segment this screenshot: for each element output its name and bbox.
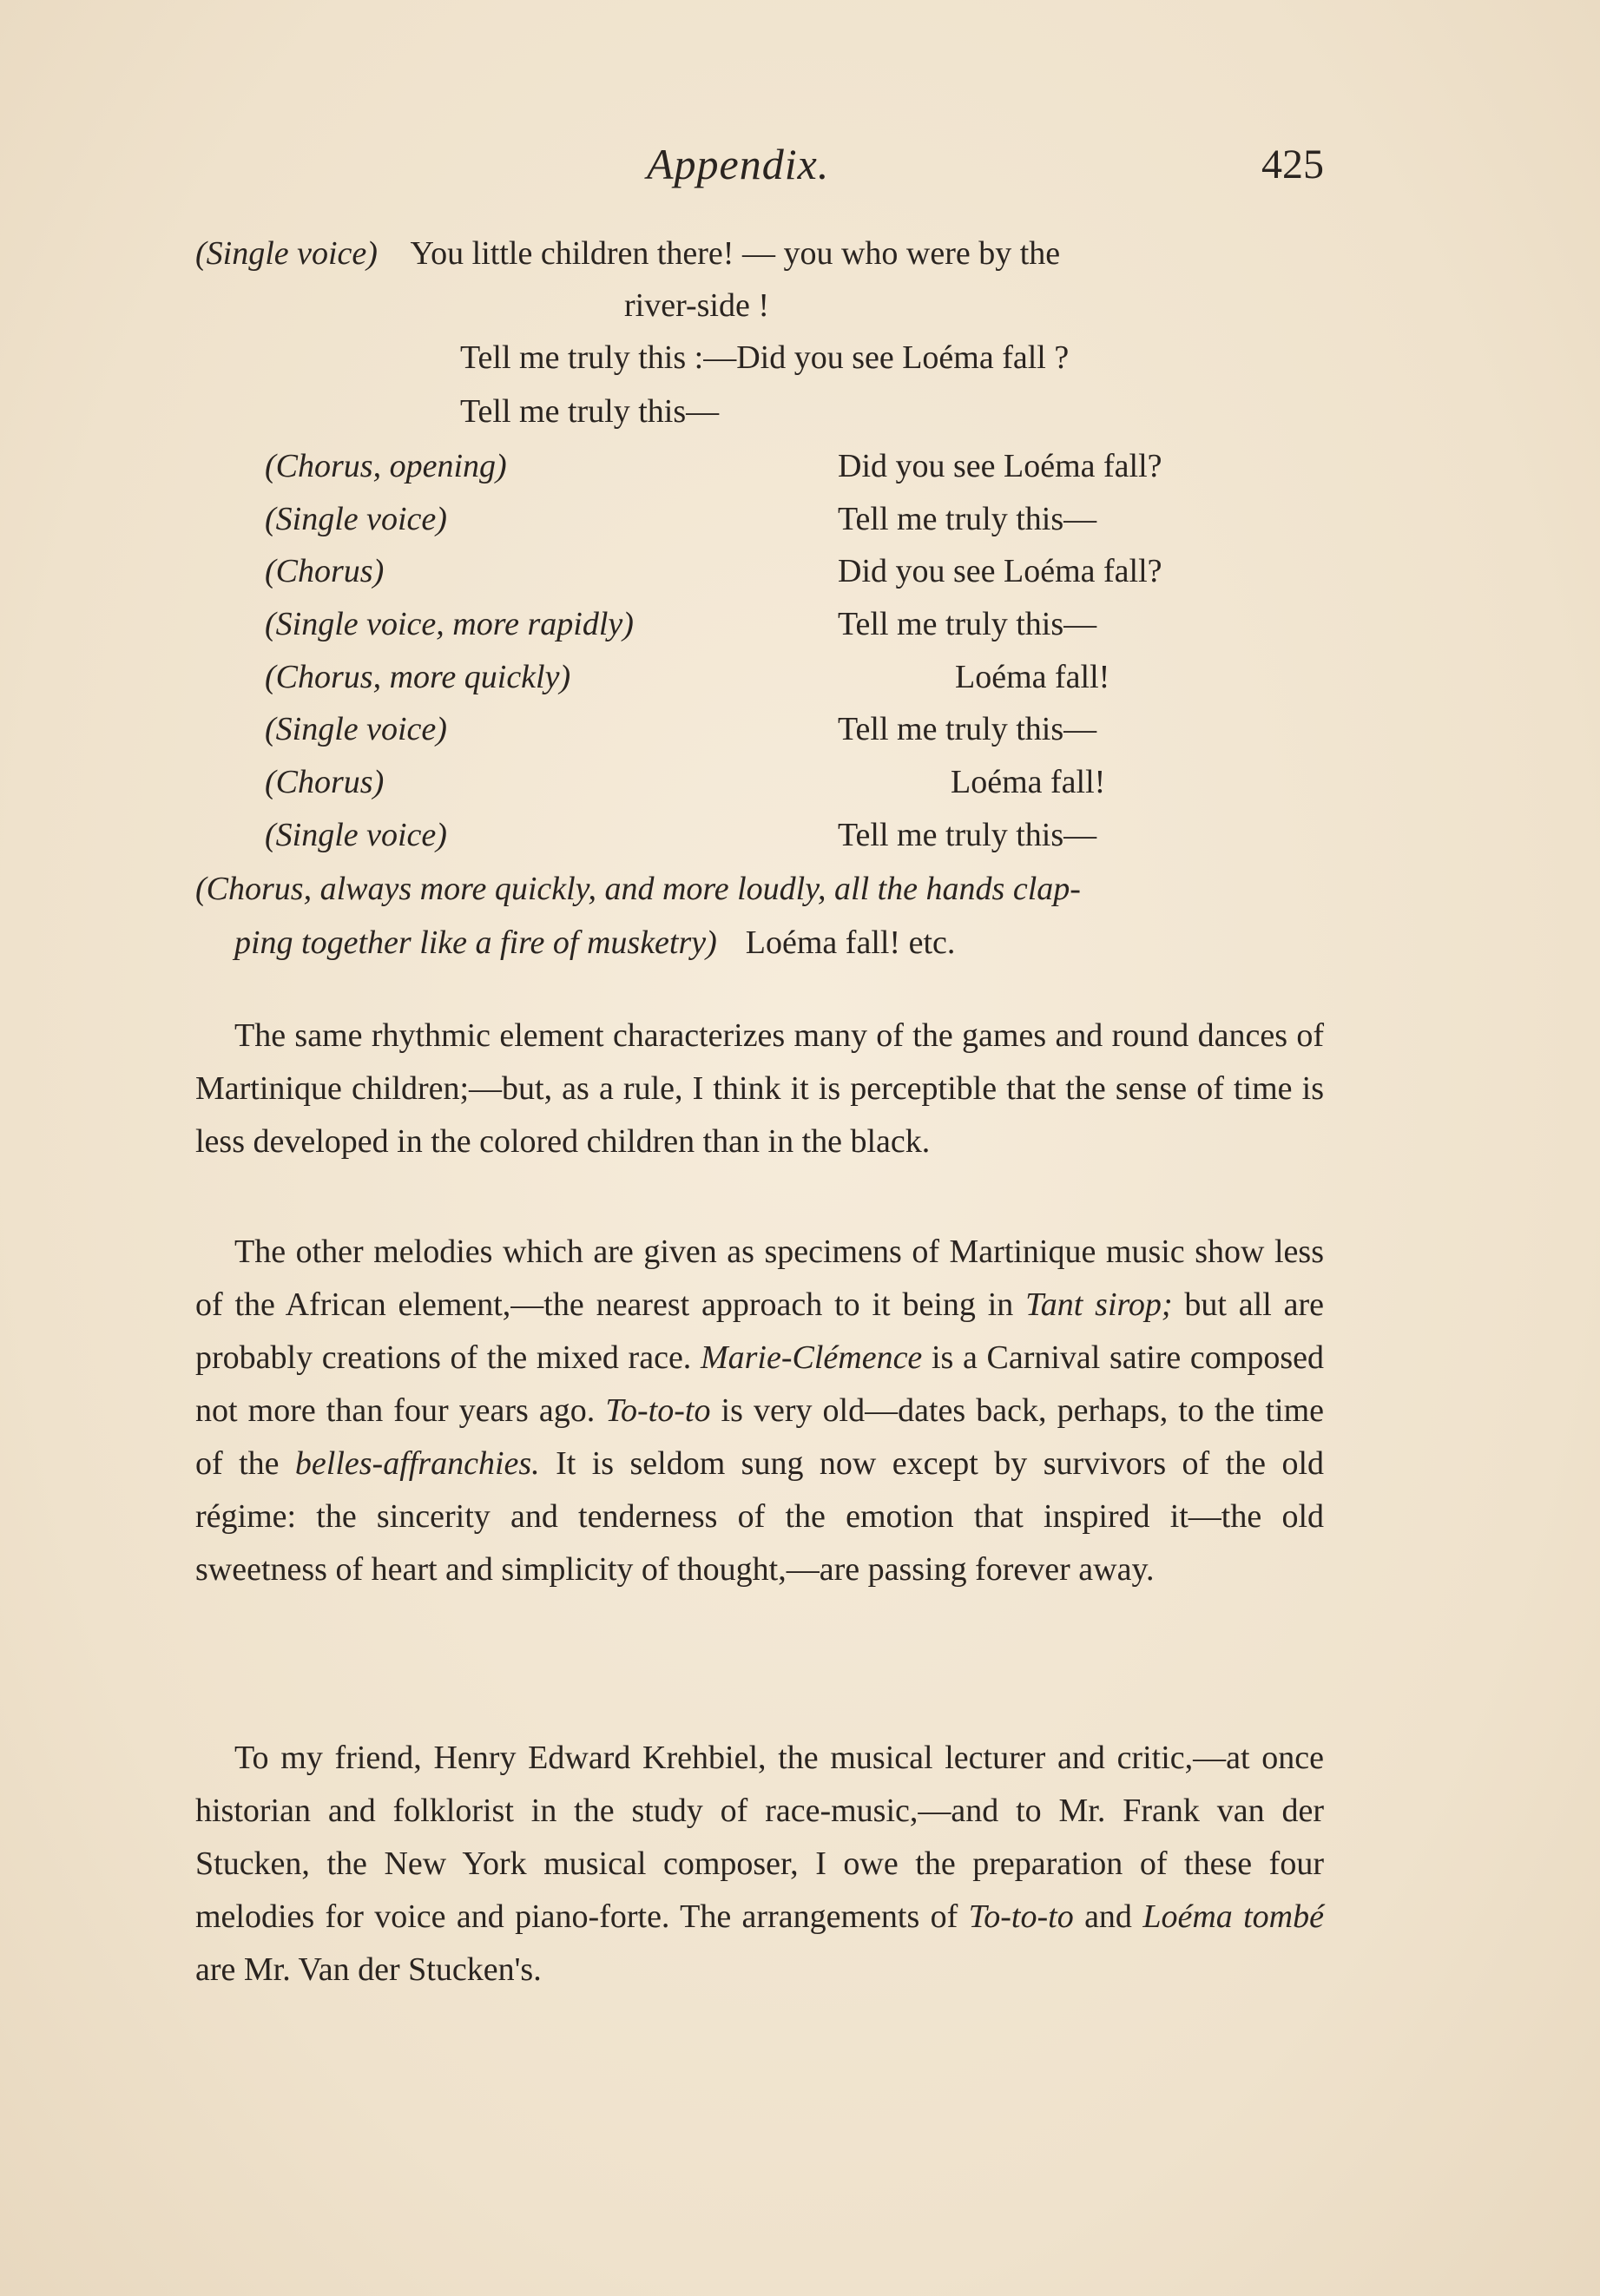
verse-final-text: Loéma fall! etc. [745, 924, 956, 961]
text-run: The other melodies which are given as specimens of Martinique music show less of the African element,—the nearest approach to it being in [195, 1234, 1324, 1323]
italic-title: To-to-to [605, 1392, 711, 1429]
text-run: is very old—dates back, perhaps, to the time of the [195, 1392, 1324, 1482]
paragraph-3 [195, 1732, 1324, 1997]
verse-cue: (Single voice) [195, 235, 378, 272]
italic-title: Loéma tombé [1142, 1898, 1324, 1935]
text-run: To my friend, Henry Edward Krehbiel, the musical lecturer and critic,—at once historian and folklorist in the study of race-music,—and to Mr. Frank van der Stucken, the New York musical composer, I owe the preparation of these four melodies for voice and piano-forte. The arrangements of [195, 1740, 1324, 1935]
verse-cue: (Single voice) [265, 817, 447, 853]
italic-title: Marie-Clémence [700, 1339, 923, 1376]
paragraph-2 [195, 1226, 1324, 1596]
text-run: is a Carnival satire composed not more than four years ago. [195, 1339, 1325, 1429]
verse-text: Tell me truly this— [838, 606, 1097, 642]
paragraph-text: The same rhythmic element characterizes many of the games and round dances of Martinique children;—but, as a rule, I think it is perceptible that the sense of time is less developed in the colored children than in the black. [195, 1017, 1324, 1160]
verse-text: You little children there! — you who were by the [410, 235, 1061, 272]
verse-intro-line-4: Tell me truly this— [460, 393, 720, 430]
running-head-title: Appendix. [647, 140, 830, 188]
verse-text: Loéma fall! [955, 659, 1110, 695]
text-run: and [1073, 1898, 1143, 1935]
page-number: 425 [1261, 141, 1324, 187]
verse-intro-line-2: river-side ! [624, 287, 769, 324]
verse-text: Tell me truly this— [838, 817, 1097, 853]
verse-cue: (Chorus) [265, 553, 385, 589]
verse-final-line-2 [234, 924, 955, 962]
verse-row [265, 763, 1324, 812]
italic-title: Tant sirop; [1025, 1286, 1173, 1323]
verse-intro-line-1 [195, 234, 1060, 273]
running-head [195, 139, 1324, 200]
verse-cue: (Chorus) [265, 764, 385, 800]
paragraph-text [195, 1226, 1324, 1596]
verse-cue: (Single voice) [265, 711, 447, 747]
verse-text: Did you see Loéma fall? [838, 448, 1162, 484]
verse-row [265, 500, 1324, 549]
verse-final-cue-line-1: (Chorus, always more quickly, and more loudly, all the hands clap- [195, 871, 1081, 907]
text-run: but all are probably creations of the mixed race. [195, 1286, 1324, 1376]
verse-row [265, 552, 1324, 601]
text-run: are Mr. Van der Stucken's. [195, 1951, 542, 1988]
verse-intro-line-3: Tell me truly this :—Did you see Loéma fall ? [460, 339, 1070, 376]
verse-final-cue-line-2: ping together like a fire of musketry) [234, 924, 717, 961]
verse-text: Tell me truly this— [838, 501, 1097, 537]
verse-cue: (Chorus, opening) [265, 448, 507, 484]
verse-cue: (Single voice, more rapidly) [265, 606, 634, 642]
verse-row [265, 710, 1324, 759]
verse-row [265, 605, 1324, 654]
italic-title: To-to-to [968, 1898, 1074, 1935]
verse-text: Loéma fall! [951, 764, 1106, 800]
verse-cue: (Single voice) [265, 501, 447, 537]
paragraph-text [195, 1732, 1324, 1997]
verse-text: Tell me truly this— [838, 711, 1097, 747]
verse-row [265, 816, 1324, 865]
italic-term: belles-affranchies. [294, 1445, 540, 1482]
text-run: It is seldom sung now except by survivors of the old régime: the sincerity and tenderness of the emotion that inspired it—the old sweetness of heart and simplicity of thought,—are passing forever away. [195, 1445, 1325, 1588]
verse-row [265, 447, 1324, 496]
verse-text: Did you see Loéma fall? [838, 553, 1162, 589]
verse-row [265, 658, 1324, 707]
verse-cue: (Chorus, more quickly) [265, 659, 571, 695]
paragraph-1 [195, 1010, 1324, 1168]
